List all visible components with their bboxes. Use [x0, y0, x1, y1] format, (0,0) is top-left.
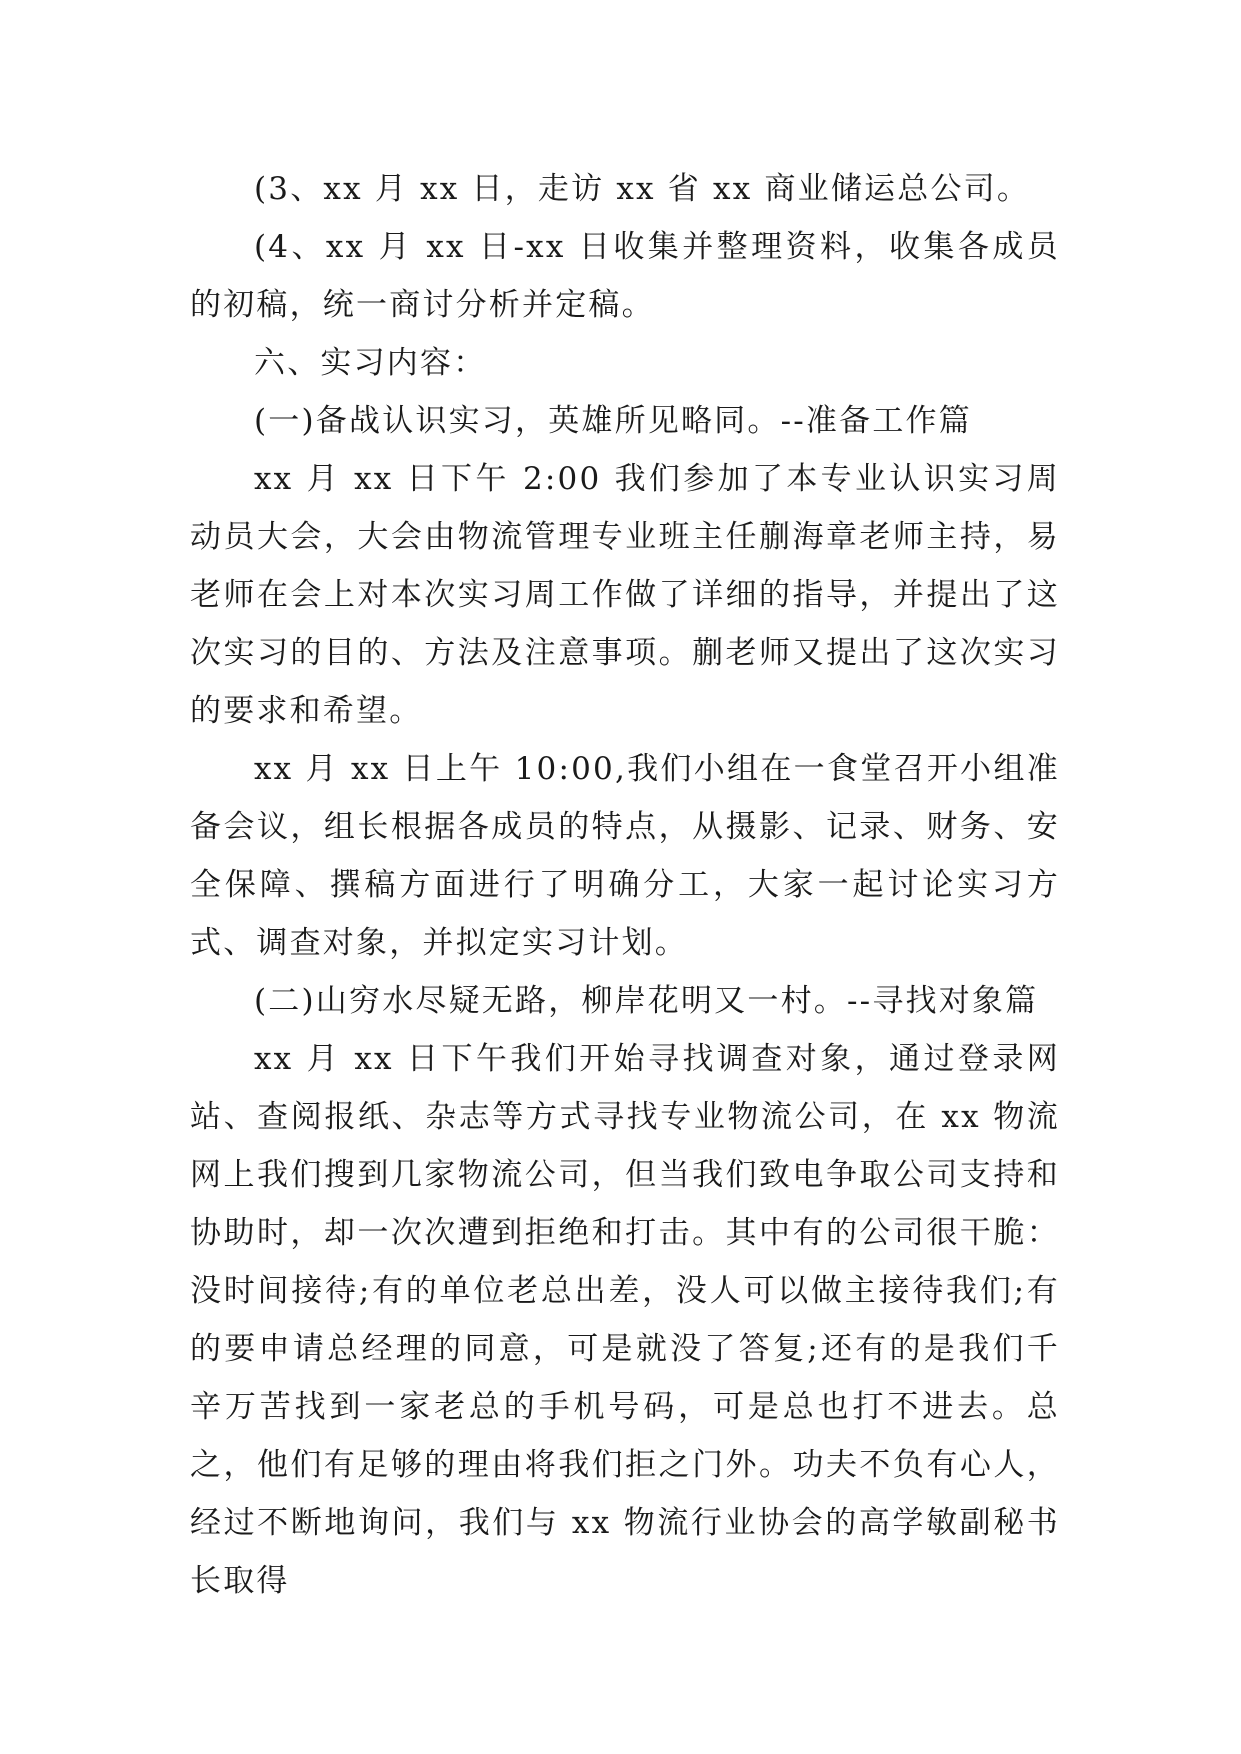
- section-heading-internship-content: 六、实习内容：: [254, 345, 487, 381]
- paragraph-group-meeting: xx 月 xx 日上午 10:00,我们小组在一食堂召开小组准备会议，组长根据各成员的特点，从摄影、记录、财务、安全保障、撰稿方面进行了明确分工，大家一起讨论实习方式、调查对象，并拟定实习计划。: [190, 751, 1060, 961]
- paragraph-finding-targets: xx 月 xx 日下午我们开始寻找调查对象，通过登录网站、查阅报纸、杂志等方式寻找专业物流公司，在 xx 物流网上我们搜到几家物流公司，但当我们致电争取公司支持和协助时，却一次次遭到拒绝和打击。其中有的公司很干脆：没时间接待;有的单位老总出差，没人可以做主接待我们;有的要申请总经理的同意，可是就没了答复;还有的是我们千辛万苦找到一家老总的手机号码，可是总也打不进去。总之，他们有足够的理由将我们拒之门外。功夫不负有心人，经过不断地询问，我们与 xx 物流行业协会的高学敏副秘书长取得: [190, 1041, 1060, 1599]
- paragraph-item-4: (4、xx 月 xx 日-xx 日收集并整理资料，收集各成员的初稿，统一商讨分析并定稿。: [190, 229, 1060, 323]
- paragraph-item-3: (3、xx 月 xx 日，走访 xx 省 xx 商业储运总公司。: [254, 171, 1031, 207]
- subheading-finding-targets: (二)山穷水尽疑无路，柳岸花明又一村。--寻找对象篇: [254, 983, 1039, 1019]
- subheading-preparation: (一)备战认识实习，英雄所见略同。--准备工作篇: [254, 403, 972, 439]
- document-body: [190, 160, 1060, 1610]
- paragraph-mobilization-meeting: xx 月 xx 日下午 2:00 我们参加了本专业认识实习周动员大会，大会由物流管理专业班主任蒯海章老师主持，易老师在会上对本次实习周工作做了详细的指导，并提出了这次实习的目的、方法及注意事项。蒯老师又提出了这次实习的要求和希望。: [190, 461, 1060, 729]
